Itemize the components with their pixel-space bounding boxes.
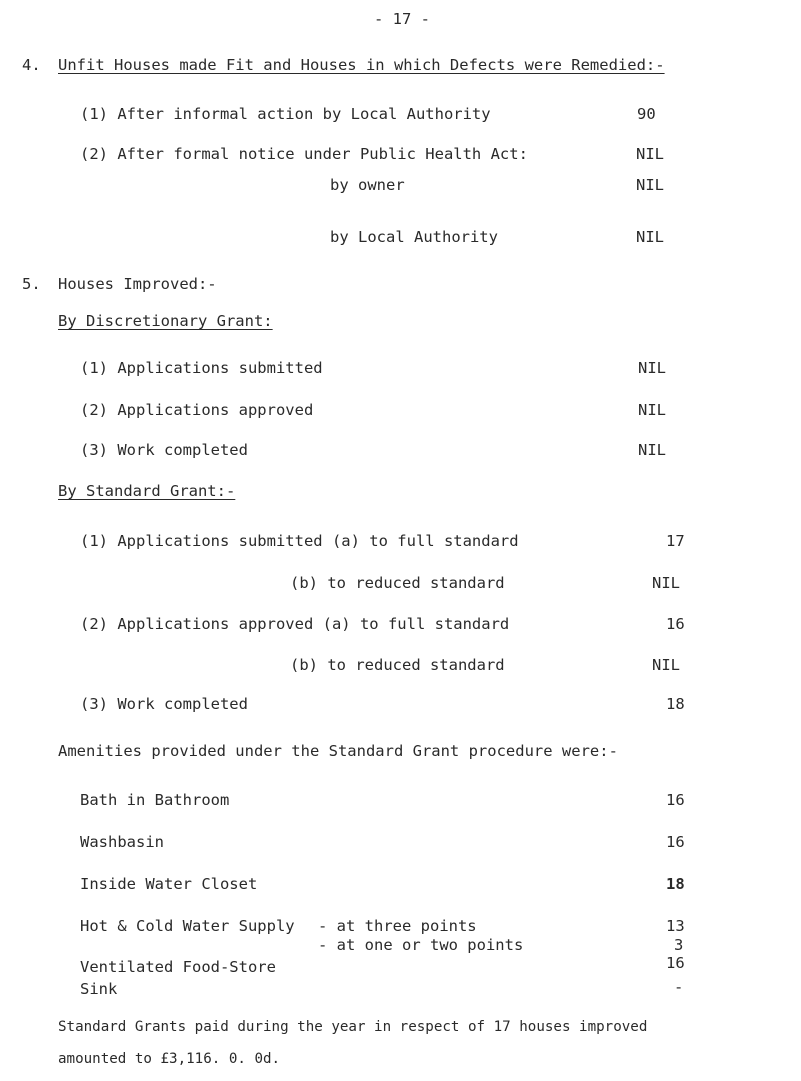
- disc-work-completed-value: NIL: [638, 441, 666, 460]
- amenity-hot-cold-two-value: 3: [674, 935, 684, 954]
- item-formal-notice-label: (2) After formal notice under Public Health Act:: [80, 144, 528, 163]
- section-5-heading: Houses Improved:-: [58, 274, 217, 293]
- discretionary-grant-heading: By Discretionary Grant:: [58, 312, 273, 331]
- amenity-bath-label: Bath in Bathroom: [80, 790, 230, 809]
- std-submitted-full-value: 17: [666, 531, 685, 550]
- amenity-washbasin-value: 16: [666, 832, 685, 851]
- item-informal-action-value: 90: [637, 104, 656, 123]
- by-local-authority-label: by Local Authority: [330, 228, 498, 246]
- section-4-number: 4.: [22, 55, 41, 74]
- amenity-hot-cold-two-points: - at one or two points: [318, 935, 524, 954]
- amenity-washbasin-label: Washbasin: [80, 832, 164, 851]
- std-submitted-full-label: (1) Applications submitted (a) to full standard: [80, 531, 519, 550]
- disc-applications-approved-value: NIL: [638, 400, 666, 419]
- footer-line-1: Standard Grants paid during the year in respect of 17 houses improved: [58, 1019, 648, 1035]
- disc-work-completed-label: (3) Work completed: [80, 441, 248, 460]
- amenity-bath-value: 16: [666, 790, 685, 809]
- std-work-completed-label: (3) Work completed: [80, 694, 248, 713]
- disc-applications-submitted-label: (1) Applications submitted: [80, 358, 323, 377]
- amenity-wc-label: Inside Water Closet: [80, 875, 258, 894]
- amenity-hot-cold-label: Hot & Cold Water Supply: [80, 917, 295, 936]
- std-work-completed-value: 18: [666, 694, 685, 713]
- amenity-food-store-value: 16: [666, 953, 685, 972]
- item-informal-action-label: (1) After informal action by Local Authority: [80, 104, 491, 123]
- section-5-number: 5.: [22, 274, 41, 293]
- footer-line-2: amounted to £3,116. 0. 0d.: [58, 1051, 281, 1067]
- amenity-hot-cold-three-points: - at three points: [318, 917, 477, 936]
- disc-applications-submitted-value: NIL: [638, 358, 666, 377]
- by-local-authority-value: NIL: [636, 228, 664, 246]
- std-submitted-reduced-value: NIL: [652, 573, 680, 592]
- amenity-sink-label: Sink: [80, 979, 118, 998]
- std-submitted-reduced-label: (b) to reduced standard: [290, 573, 505, 592]
- amenity-sink-value: -: [674, 977, 684, 996]
- by-owner-label: by owner: [330, 175, 405, 194]
- amenities-heading: Amenities provided under the Standard Grant procedure were:-: [58, 742, 618, 761]
- amenity-hot-cold-three-value: 13: [666, 917, 685, 936]
- page-number: - 17 -: [374, 10, 430, 29]
- std-approved-reduced-label: (b) to reduced standard: [290, 656, 505, 675]
- disc-applications-approved-label: (2) Applications approved: [80, 400, 314, 419]
- standard-grant-heading: By Standard Grant:-: [58, 482, 236, 501]
- std-approved-reduced-value: NIL: [652, 656, 680, 675]
- amenity-wc-value: 18: [666, 875, 685, 894]
- by-owner-value: NIL: [636, 175, 664, 194]
- std-approved-full-value: 16: [666, 615, 685, 634]
- std-approved-full-label: (2) Applications approved (a) to full standard: [80, 615, 510, 634]
- section-4-heading: Unfit Houses made Fit and Houses in which Defects were Remedied:-: [58, 55, 665, 74]
- item-formal-notice-value: NIL: [636, 144, 664, 163]
- amenity-food-store-label: Ventilated Food-Store: [80, 958, 276, 977]
